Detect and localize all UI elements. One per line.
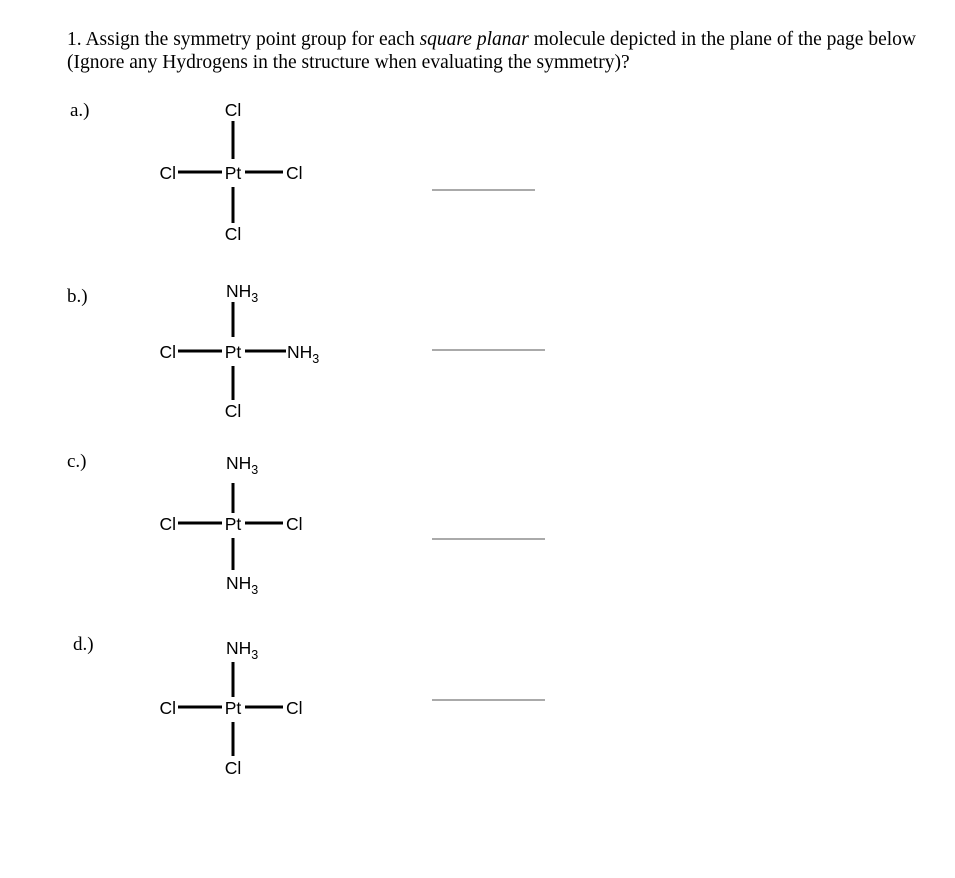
label-d: d.) bbox=[73, 634, 94, 655]
question-number: 1. bbox=[67, 29, 82, 50]
molecule-a-center-atom: Pt bbox=[224, 163, 242, 183]
question-text-after: molecule depicted in the plane of the page below (Ignore any Hydrogens in the structure when evaluating the symmetry)? bbox=[67, 29, 916, 73]
molecule-b-top-atom bbox=[226, 281, 258, 305]
molecule-c-bottom-atom-text: NH bbox=[226, 573, 252, 593]
molecule-d bbox=[159, 638, 545, 778]
question-text-before: Assign the symmetry point group for each bbox=[85, 29, 415, 50]
molecule-c-bottom-atom bbox=[226, 573, 258, 597]
molecule-b-left-atom: Cl bbox=[159, 342, 176, 362]
formula-subscript: 3 bbox=[251, 583, 259, 597]
molecule-b-top-atom-text: NH bbox=[226, 281, 252, 301]
molecule-c bbox=[159, 453, 545, 597]
molecule-d-center-atom: Pt bbox=[224, 698, 242, 718]
formula-subscript: 3 bbox=[251, 648, 259, 662]
formula-subscript: 3 bbox=[251, 463, 259, 477]
molecule-a-bottom-atom: Cl bbox=[224, 224, 242, 244]
molecule-b-bottom-atom: Cl bbox=[224, 401, 242, 421]
formula-subscript: 3 bbox=[312, 352, 320, 366]
molecule-c-top-atom bbox=[226, 453, 258, 477]
molecule-a-right-atom: Cl bbox=[286, 163, 303, 183]
molecule-d-top-atom bbox=[226, 638, 258, 662]
label-b: b.) bbox=[67, 286, 88, 307]
molecule-b bbox=[159, 281, 545, 421]
molecule-c-top-atom-text: NH bbox=[226, 453, 252, 473]
molecule-a-left-atom: Cl bbox=[159, 163, 176, 183]
molecule-b-right-atom-text: NH bbox=[287, 342, 313, 362]
molecule-c-left-atom: Cl bbox=[159, 514, 176, 534]
molecule-b-right-atom bbox=[287, 342, 319, 366]
molecule-a bbox=[159, 100, 535, 244]
molecule-c-right-atom: Cl bbox=[286, 514, 303, 534]
label-a: a.) bbox=[70, 100, 90, 121]
label-c: c.) bbox=[67, 451, 87, 472]
question-emphasis: square planar bbox=[419, 29, 529, 50]
formula-subscript: 3 bbox=[251, 291, 259, 305]
molecule-c-center-atom: Pt bbox=[224, 514, 242, 534]
molecule-d-top-atom-text: NH bbox=[226, 638, 252, 658]
molecule-d-bottom-atom: Cl bbox=[224, 758, 242, 778]
molecule-b-center-atom: Pt bbox=[224, 342, 242, 362]
molecule-d-right-atom: Cl bbox=[286, 698, 303, 718]
molecule-a-top-atom: Cl bbox=[224, 100, 242, 120]
molecule-d-left-atom: Cl bbox=[159, 698, 176, 718]
